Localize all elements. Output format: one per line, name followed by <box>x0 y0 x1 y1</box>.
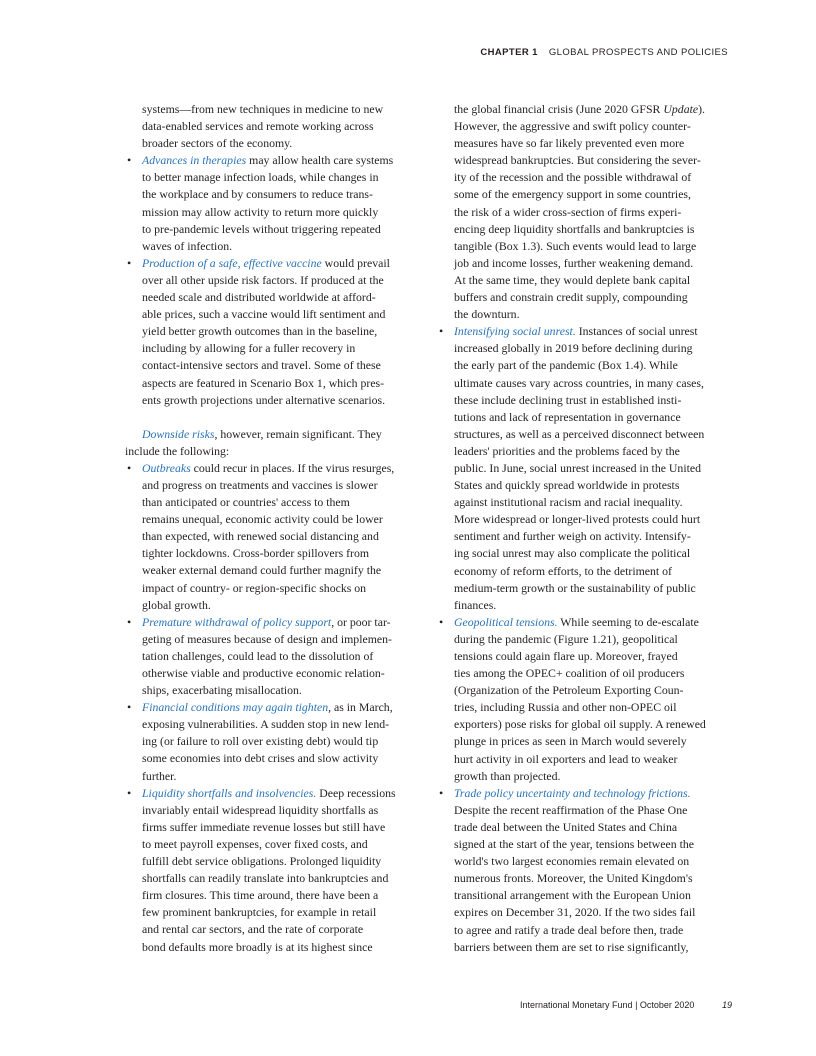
text-line: to pre-pandemic levels without triggering repeated <box>142 221 381 236</box>
risk-term: Financial conditions may again tighten <box>142 700 329 715</box>
text-line: to better manage infection loads, while changes in <box>142 170 379 185</box>
page-number: 19 <box>722 1000 733 1010</box>
chapter-label: CHAPTER 1 <box>480 47 538 58</box>
text-line: leaders' priorities and the problems faced by the <box>454 443 680 458</box>
text-line: However, the aggressive and swift policy counter- <box>454 119 691 134</box>
text-line: to agree and ratify a trade deal before then, trade <box>454 922 684 937</box>
downside-risk-withdrawal <box>125 614 400 699</box>
continued-paragraph <box>125 101 400 152</box>
text-line: these include declining trust in established insti- <box>454 392 682 407</box>
bullet-icon: • <box>439 324 444 339</box>
downside-risk-social-unrest <box>437 323 712 614</box>
text-line: , or poor tar- <box>331 614 391 629</box>
text-line: tutions and lack of representation in governance <box>454 409 681 424</box>
text-line: firm closures. This time around, there have been a <box>142 888 379 903</box>
text-line: public. In June, social unrest increased in the United <box>454 460 702 475</box>
text-line: ships, exacerbating misallocation. <box>142 683 302 698</box>
text-line: yield better growth outcomes than in the baseline, <box>142 324 378 339</box>
text-line: mission may allow activity to return more quickly <box>142 204 379 219</box>
text-line: exposing vulnerabilities. A sudden stop in new lend- <box>142 717 390 732</box>
text-line: While seeming to de-escalate <box>557 614 699 629</box>
text-line: systems—from new techniques in medicine to new <box>142 102 384 116</box>
text-line: some of the emergency support in some countries, <box>454 187 691 202</box>
text-line: ties among the OPEC+ coalition of oil producers <box>454 666 685 681</box>
text-line: structures, as well as a perceived disconnect between <box>454 426 705 441</box>
bullet-icon: • <box>127 255 132 270</box>
bullet-icon: • <box>127 785 132 800</box>
text-line: fulfill debt service obligations. Prolonged liquidity <box>142 854 382 869</box>
risk-term: Geopolitical tensions. <box>454 614 558 629</box>
text-line: to meet payroll expenses, cover fixed costs, and <box>142 836 368 851</box>
bullet-icon: • <box>127 700 132 715</box>
text-line: including by allowing for a fuller recovery in <box>142 341 356 356</box>
publication-title: Update <box>663 102 699 116</box>
text-line: , however, remain significant. They <box>214 426 382 441</box>
text-line: the workplace and by consumers to reduce trans- <box>142 187 373 202</box>
downside-risk-financial-conditions <box>125 699 400 784</box>
text-line: , as in March, <box>328 700 393 715</box>
text-line: transitional arrangement with the European Union <box>454 888 691 903</box>
text-line: may allow health care systems <box>246 153 394 168</box>
text-line: job and income losses, further weakening demand. <box>454 255 694 270</box>
text-line: ultimate causes vary across countries, in many cases, <box>454 375 704 390</box>
risk-term: Trade policy uncertainty and technology frictions. <box>454 785 691 800</box>
text-line: expires on December 31, 2020. If the two sides fail <box>454 905 696 920</box>
text-line: ity of the recession and the possible withdrawal of <box>454 170 692 185</box>
text-line: exporters) pose risks for global oil supply. A renewed <box>454 717 706 732</box>
bullet-icon: • <box>439 785 444 800</box>
text-line: would prevail <box>321 255 390 270</box>
text-line: otherwise viable and productive economic relation- <box>142 666 385 680</box>
risk-term: Production of a safe, effective vaccine <box>142 255 322 270</box>
chapter-title: GLOBAL PROSPECTS AND POLICIES <box>548 47 728 58</box>
downside-risk-outbreaks <box>125 460 400 614</box>
text-line: ing (or failure to roll over existing debt) would tip <box>142 734 379 749</box>
text-line: encing deep liquidity shortfalls and bankruptcies is <box>454 221 695 236</box>
text-line: the downturn. <box>454 307 520 322</box>
text-line: barriers between them are set to rise significantly, <box>454 939 689 954</box>
text-line: world's two largest economies remain elevated on <box>454 854 690 869</box>
text-line: tries, including Russia and other non-OPEC oil <box>454 700 677 715</box>
text-line: needed scale and distributed worldwide at afford- <box>142 290 376 305</box>
text-line: economy of reform efforts, to the detriment of <box>454 563 672 578</box>
text-line: and rental car sectors, and the rate of corporate <box>142 922 364 937</box>
text-line: shortfalls can readily translate into bankruptcies and <box>142 871 389 886</box>
bullet-icon: • <box>127 614 132 629</box>
running-header <box>480 47 728 58</box>
text-line: finances. <box>454 597 497 612</box>
bullet-icon: • <box>127 153 132 168</box>
text-line: Despite the recent reaffirmation of the Phase One <box>454 802 688 817</box>
risk-term: Outbreaks <box>142 460 191 475</box>
text-line: increased globally in 2019 before declining during <box>454 341 693 356</box>
left-column <box>125 101 400 956</box>
text-line: growth than projected. <box>454 768 561 783</box>
text-line: data-enabled services and remote working across <box>142 119 374 134</box>
risk-term: Downside risks <box>142 426 215 441</box>
text-line: invariably entail widespread liquidity shortfalls as <box>142 802 379 817</box>
downside-intro-paragraph <box>125 426 400 460</box>
text-line: some economies into debt crises and slow activity <box>142 751 379 766</box>
downside-risk-trade-policy <box>437 785 712 956</box>
risk-term: Liquidity shortfalls and insolvencies. <box>142 785 317 800</box>
text-line: over all other upside risk factors. If produced at the <box>142 272 384 287</box>
downside-risk-geopolitical <box>437 614 712 785</box>
text-line: geting of measures because of design and implemen- <box>142 631 392 646</box>
text-line: global growth. <box>142 597 211 612</box>
text-line: further. <box>142 768 177 783</box>
text-line: few prominent bankruptcies, for example in retail <box>142 905 377 920</box>
text-line: measures have so far likely prevented even more <box>454 136 685 151</box>
text-line: Instances of social unrest <box>575 324 698 339</box>
text-line: broader sectors of the economy. <box>142 136 293 151</box>
bullet-icon: • <box>439 614 444 629</box>
text-line: tensions could again flare up. Moreover, frayed <box>454 649 678 663</box>
text-line: include the following: <box>125 443 230 458</box>
text-line: (Organization of the Petroleum Exporting Coun- <box>454 683 684 698</box>
risk-term: Intensifying social unrest. <box>454 324 576 339</box>
text-line: contact-intensive sectors and travel. Some of these <box>142 358 381 373</box>
footer-publication: International Monetary Fund | October 2020 <box>520 1000 695 1010</box>
text-line: ). <box>698 102 705 116</box>
text-line: impact of country- or region-specific shocks on <box>142 580 367 595</box>
risk-term: Advances in therapies <box>142 153 247 168</box>
text-line: signed at the start of the year, tensions between the <box>454 837 694 852</box>
text-line: medium-term growth or the sustainability of public <box>454 580 696 595</box>
text-line: States and quickly spread worldwide in protests <box>454 478 680 493</box>
text-line: sentiment and further weigh on activity. Intensify- <box>454 529 691 544</box>
text-line: More widespread or longer-lived protests could hurt <box>454 512 701 527</box>
text-line: At the same time, they would deplete bank capital <box>454 272 691 287</box>
text-line: plunge in prices as seen in March would severely <box>454 734 687 749</box>
text-line: could recur in places. If the virus resurges, <box>190 460 395 475</box>
text-line: aspects are featured in Scenario Box 1, which pres- <box>142 375 385 390</box>
upside-risk-therapies <box>125 152 400 255</box>
text-line: than expected, with renewed social distancing and <box>142 529 379 544</box>
text-line: Deep recessions <box>316 785 396 800</box>
risk-term: Premature withdrawal of policy support <box>142 614 332 629</box>
text-line: widespread bankruptcies. But considering the sever- <box>454 153 701 168</box>
text-line: tangible (Box 1.3). Such events would lead to large <box>454 238 697 253</box>
text-line: remains unequal, economic activity could be lower <box>142 512 383 527</box>
text-line: weaker external demand could further magnify the <box>142 563 382 578</box>
downside-risk-liquidity <box>125 785 400 956</box>
text-line: numerous fronts. Moreover, the United Kingdom's <box>454 871 693 886</box>
bullet-icon: • <box>127 460 132 475</box>
text-line: hurt activity in oil exporters and lead to weaker <box>454 751 678 766</box>
text-line: tighter lockdowns. Cross-border spillovers from <box>142 546 370 561</box>
upside-risk-vaccine <box>125 255 400 409</box>
text-line: against institutional racism and racial inequality. <box>454 495 683 510</box>
text-line: firms suffer immediate revenue losses but still have <box>142 819 386 834</box>
text-line: trade deal between the United States and China <box>454 819 678 834</box>
text-line: buffers and constrain credit supply, compounding <box>454 290 688 305</box>
text-line: ents growth projections under alternative scenarios. <box>142 392 386 407</box>
text-line: tation challenges, could lead to the dissolution of <box>142 648 374 663</box>
right-column <box>437 101 712 956</box>
text-line: during the pandemic (Figure 1.21), geopolitical <box>454 631 678 646</box>
continued-paragraph <box>437 101 712 323</box>
text-line: the global financial crisis (June 2020 GFSR <box>454 102 664 116</box>
text-line: bond defaults more broadly is at its highest since <box>142 939 373 954</box>
text-line: the risk of a wider cross-section of firms experi- <box>454 204 682 219</box>
text-line: able prices, such a vaccine would lift sentiment and <box>142 307 386 322</box>
text-line: ing social unrest may also complicate the political <box>454 546 691 561</box>
text-line: than anticipated or countries' access to them <box>142 495 350 510</box>
text-line: and progress on treatments and vaccines is slower <box>142 477 378 492</box>
text-line: the early part of the pandemic (Box 1.4). While <box>454 358 678 373</box>
text-line: waves of infection. <box>142 238 233 253</box>
